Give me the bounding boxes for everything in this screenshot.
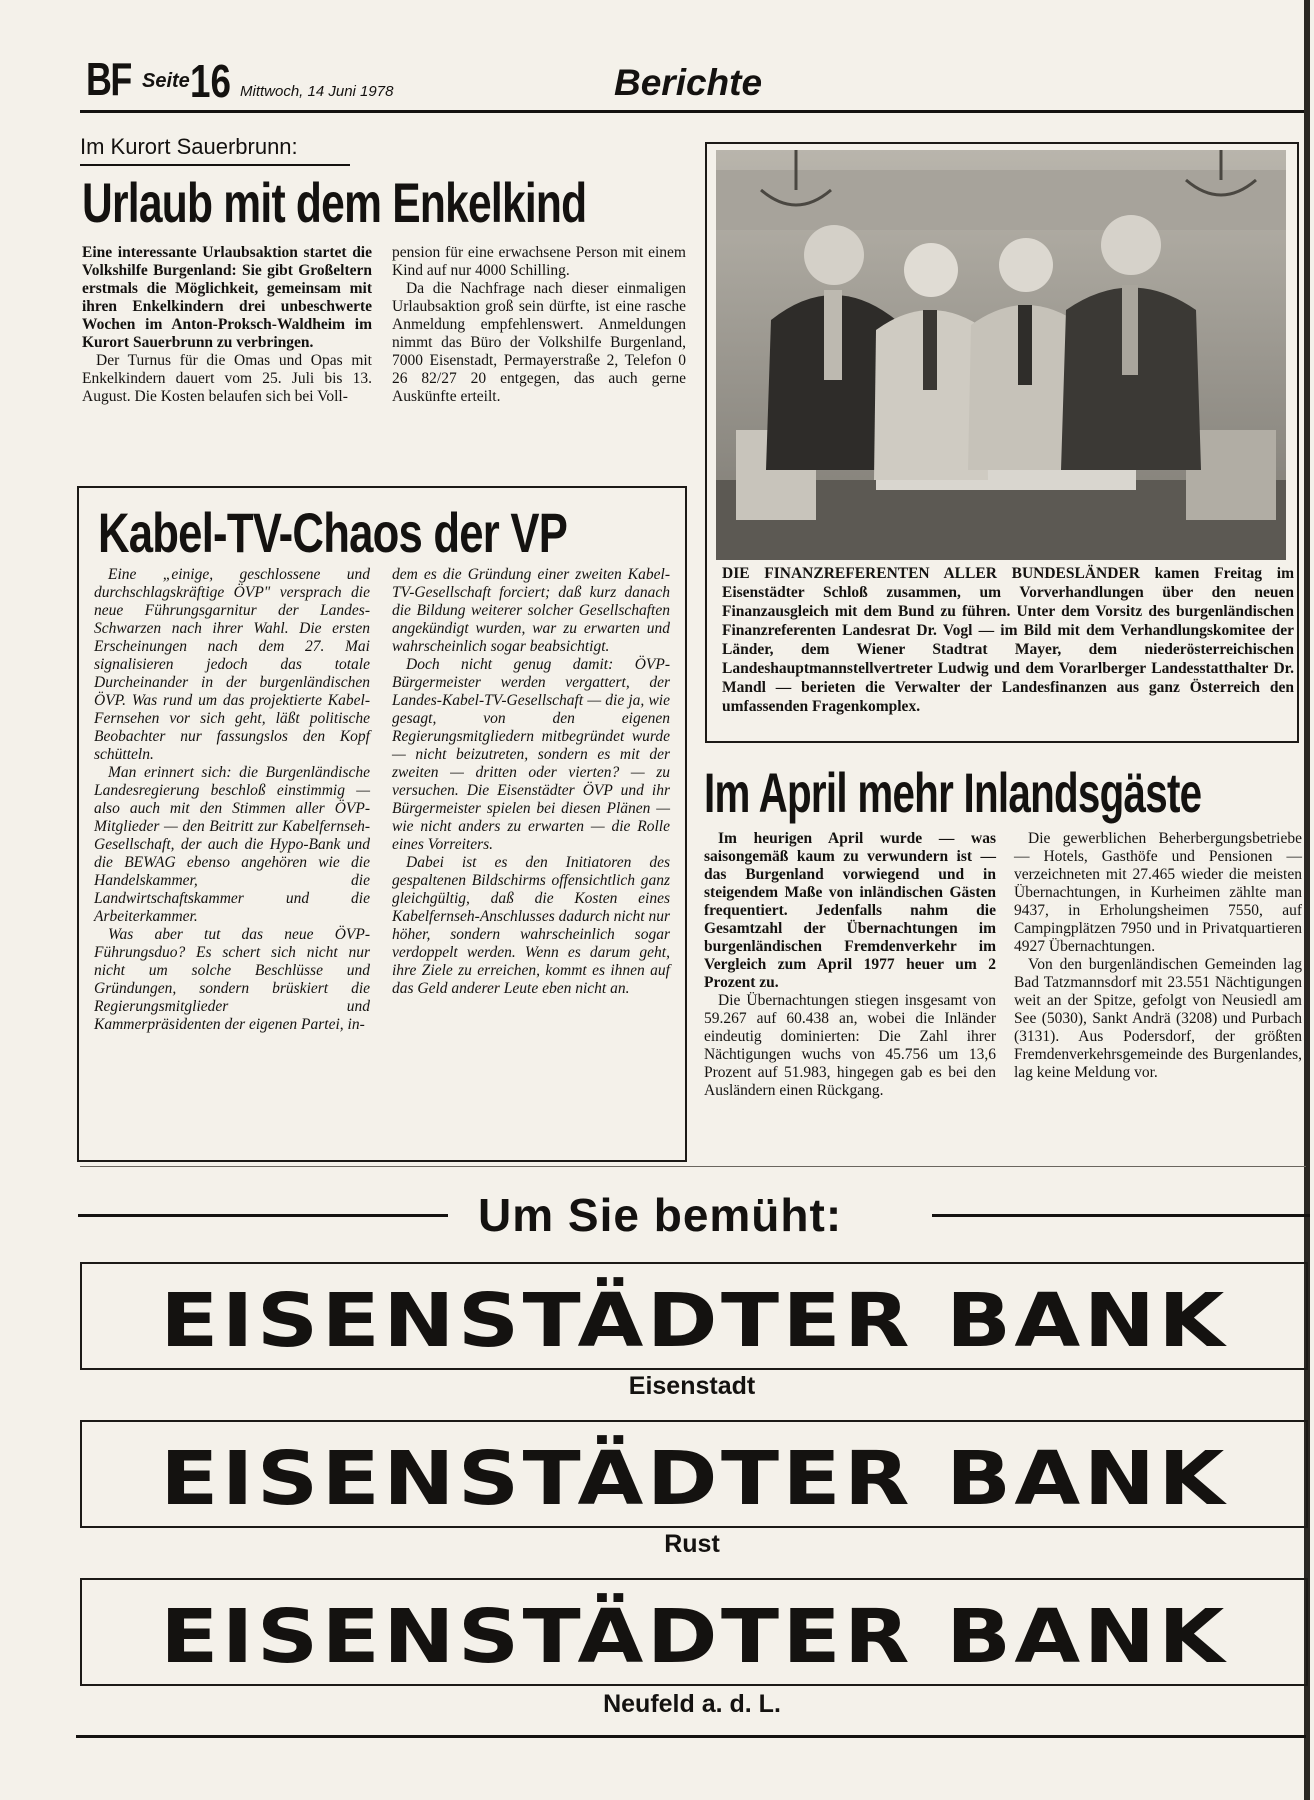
article2-paragraph: dem es die Gründung einer zweiten Kabel-TV-Gesellschaft forciert; daß kurz danach die Bildung weiterer solcher Gesellschaften angekündigt wurden, war zu erwarten und wahrscheinlich sogar beabsichtigt.: [392, 566, 670, 655]
bank-name: EISENSTÄDTER BANK: [160, 1594, 1228, 1680]
section-divider: [80, 1166, 1306, 1167]
article1-kicker: Im Kurort Sauerbrunn:: [80, 134, 298, 159]
issue-date: Mittwoch, 14 Juni 1978: [240, 83, 394, 100]
article2-paragraph: Eine „einige, geschlossene und durchschlagskräftige ÖVP" versprach die neue Führungsgarnitur der Landes-Schwarzen nach ihrer Wahl. Die ersten Erscheinungen nach dem 27. Mai signalisieren jedoch das totale Durcheinander in der burgenländischen ÖVP. Was rund um das projektierte Kabel-Fernsehen vor sich geht, läßt politische Beobachter nur fassungslos den Kopf schütteln.: [94, 566, 370, 763]
group-photo-illustration: [716, 150, 1286, 560]
article3-headline: Im April mehr Inlandsgäste: [704, 761, 1202, 824]
article3-paragraph: Die gewerblichen Beherbergungsbetriebe — Hotels, Gasthöfe und Pensionen — verzeichneten mit 27.465 wieder die meisten Übernachtungen, in Kurheimen zählte man 9437, in Erholungsheimen 7550, auf Campingplätzen 7950 und in Privatquartieren 4927 Übernachtungen.: [1014, 830, 1302, 955]
article3-paragraph: Die Übernachtungen stiegen insgesamt von 59.267 auf 60.438 an, wobei die Inländer eindeutig dominierten: Die Zahl ihrer Nächtigungen wuchs von 45.756 um 13,6 Prozent auf 51.983, hingegen gab es bei den Ausländern einen Rückgang.: [704, 992, 996, 1099]
bank-branch: Neufeld a. d. L.: [603, 1690, 781, 1718]
bank-ad-box: [80, 1262, 1308, 1370]
paper-logo: BF: [86, 53, 131, 105]
article2-paragraph: Man erinnert sich: die Burgenländische Landesregierung beschloß einstimmig — also auch mit den Stimmen aller ÖVP-Mitglieder — den Beitritt zur Kabelfernseh-Gesellschaft, der auch die Hypo-Bank und die BEWAG ebenso angehören wie die Handelskammer, die Landwirtschaftskammer und die Arbeiterkammer.: [94, 764, 370, 925]
article2-paragraph: Dabei ist es den Initiatoren des gespaltenen Bildschirms offensichtlich ganz gleichgültig, daß die Kosten eines Kabelfernseh-Anschlusses dadurch nicht nur höher, sondern wahrscheinlich sogar verdoppelt werden. Wenn es darum geht, ihre Ziele zu erreichen, kommt es ihnen auf das Geld anderer Leute eben nicht an.: [392, 854, 670, 997]
article2-paragraph: Was aber tut das neue ÖVP-Führungsduo? Es schert sich nicht nur nicht um solche Beschlüsse und Gründungen, sondern brüskiert die Regierungsmitglieder und Kammerpräsidenten der eigenen Partei, in-: [94, 926, 370, 1033]
page-number: 16: [190, 55, 231, 107]
article3-column-1: [704, 830, 996, 1100]
article3-column-2: [1014, 830, 1302, 1082]
photo-caption: DIE FINANZREFERENTEN ALLER BUNDESLÄNDER kamen Freitag im Eisenstädter Schloß zusammen, um Vorverhandlungen über den neuen Finanzausgleich mit dem Bund zu führen. Unter dem Vorsitz des burgenländischen Finanzreferenten Landesrat Dr. Vogl — im Bild mit dem Verhandlungskomitee der Länder, dem Wiener Stadtrat Mayer, dem niederösterreichischen Landeshauptmannstellvertreter Ludwig und dem Vorarlberger Landesstatthalter Dr. Mandl — berieten die Verwalter der Landesfinanzen aus ganz Österreich den umfassenden Fragenkomplex.: [722, 565, 1294, 715]
article1-lead: Eine interessante Urlaubsaktion startet die Volkshilfe Burgenland: Sie gibt Großeltern erstmals die Möglichkeit, gemeinsam mit ihren Enkelkindern drei unbeschwerte Wochen im Anton-Proksch-Waldheim im Kurort Sauerbrunn zu verbringen.: [82, 244, 372, 351]
kicker-underline: [80, 164, 350, 166]
ad-rule-right: [932, 1214, 1310, 1217]
ad-rule-left: [78, 1214, 448, 1217]
bank-name: EISENSTÄDTER BANK: [160, 1278, 1228, 1364]
masthead-rule: [80, 110, 1306, 113]
article2-column-2: [392, 566, 670, 998]
bank-branch: Rust: [664, 1530, 720, 1558]
article3-lead: Im heurigen April wurde — was saisongemäß kaum zu verwundern ist — das Burgenland vorwiegend und in steigendem Maße von inländischen Gästen frequentiert. Jedenfalls nahm die Gesamtzahl der Übernachtungen im burgenländischen Fremdenverkehr im Vergleich zum April 1977 heuer um 2 Prozent zu.: [704, 830, 996, 991]
right-edge-rule: [1304, 0, 1310, 1800]
article1-column-2: [392, 244, 686, 406]
footer-rule: [76, 1735, 1306, 1738]
bank-name: EISENSTÄDTER BANK: [160, 1436, 1228, 1522]
article1-headline: Urlaub mit dem Enkelkind: [82, 171, 587, 234]
bank-branch: Eisenstadt: [628, 1372, 756, 1400]
article3-paragraph: Von den burgenländischen Gemeinden lag Bad Tatzmannsdorf mit 23.551 Nächtigungen weit an der Spitze, gefolgt von Neusiedl am See (5030), Sankt Andrä (3208) und Purbach (3131). Aus Podersdorf, der größten Fremdenverkehrsgemeinde des Burgenlandes, lag keine Meldung vor.: [1014, 956, 1302, 1081]
ad-headline: Um Sie bemüht:: [478, 1189, 843, 1241]
section-title: Berichte: [614, 62, 763, 103]
article1-column-1: [82, 244, 372, 406]
press-photo: [716, 150, 1286, 560]
article1-paragraph: pension für eine erwachsene Person mit einem Kind auf nur 4000 Schilling.: [392, 244, 686, 279]
bank-ad-box: [80, 1578, 1308, 1686]
bank-ad-box: [80, 1420, 1308, 1528]
page-label: Seite: [142, 70, 190, 92]
article2-column-1: [94, 566, 370, 1034]
article2-headline: Kabel-TV-Chaos der VP: [98, 501, 568, 564]
article2-paragraph: Doch nicht genug damit: ÖVP-Bürgermeister werden vergattert, der Landes-Kabel-TV-Gesellschaft — die ja, wie gesagt, von den eigenen Regierungsmitgliedern mitbegründet wurde — nicht beizutreten, sondern es mit der zweiten — dritten oder vierten? — zu versuchen. Die Eisenstädter ÖVP und ihr Bürgermeister spielen bei diesen Plänen — wie nicht anders zu erwarten — die Rolle eines Vorreiters.: [392, 656, 670, 853]
article1-paragraph: Der Turnus für die Omas und Opas mit Enkelkindern dauert vom 25. Juli bis 13. August. Die Kosten belaufen sich bei Voll-: [82, 352, 372, 405]
article1-paragraph: Da die Nachfrage nach dieser einmaligen Urlaubsaktion groß sein dürfte, ist eine rasche Anmeldung empfehlenswert. Anmeldungen nimmt das Büro der Volkshilfe Burgenland, 7000 Eisenstadt, Permayerstraße 2, Telefon 0 26 82/27 20 entgegen, das auch gerne Auskünfte erteilt.: [392, 280, 686, 405]
